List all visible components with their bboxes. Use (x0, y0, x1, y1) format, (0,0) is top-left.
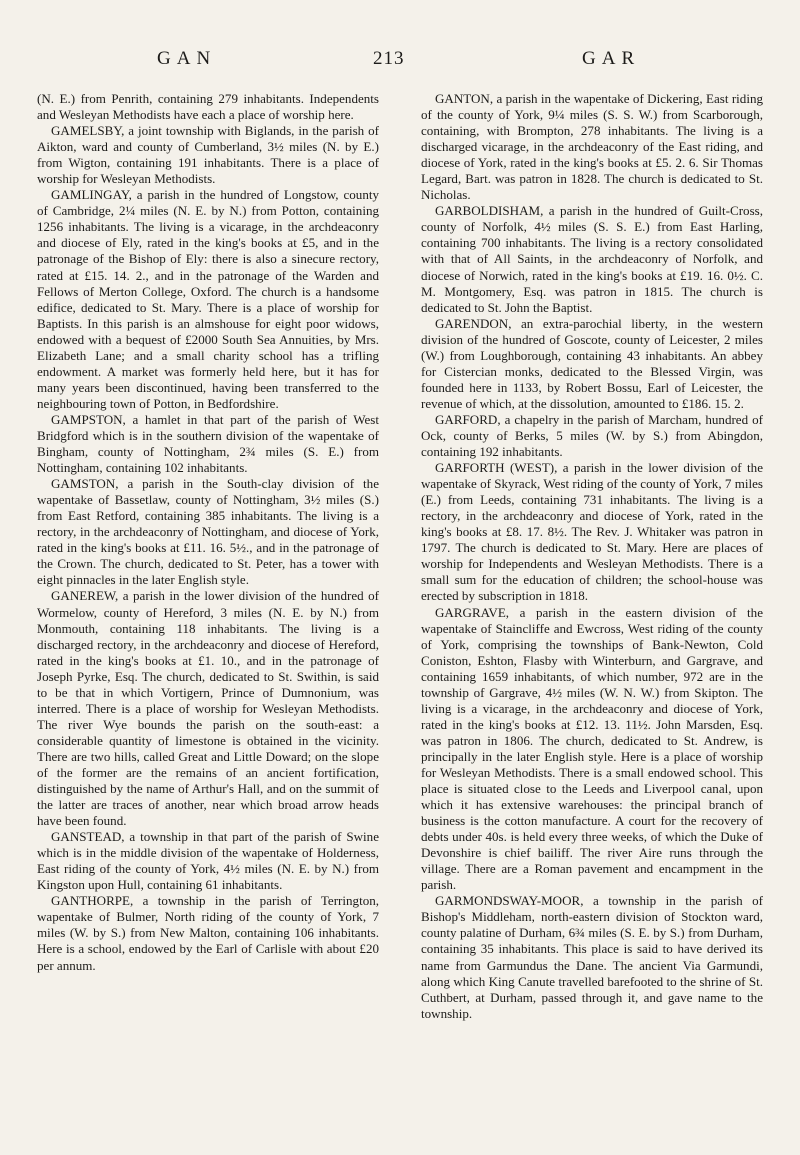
entry-gampston: GAMPSTON, a hamlet in that part of the parish of West Bridgford which is in the southern division of the wapentake of Bingham, county of Nottingham, 2¾ miles (S. E.) from Nottingham, containing 102 inhabitants. (37, 411, 379, 476)
running-head (50, 48, 750, 74)
entry-gamlingay: GAMLINGAY, a parish in the hundred of Longstow, county of Cambridge, 2¼ miles (N. E. by N.) from Potton, containing 1256 inhabitants. The living is a vicarage, in the archdeaconry and diocese of Ely, rated in the king's books at £5, and in the patronage of the Bishop of Ely: there is also a sinecure rectory, rated at £15. 14. 2., and in the patronage of the Warden and Fellows of Merton College, Oxford. The church is a handsome edifice, dedicated to St. Mary. There is a place of worship for Baptists. In this parish is an almshouse for eight poor widows, endowed with a bequest of £2000 South Sea Annuities, by Mrs. Elizabeth Lane; and a small charity school has a trifling endowment. A market was formerly held here, but it has for many years been discontinued, having been transferred to the neighbouring town of Potton, in Bedfordshire. (37, 187, 379, 411)
entry-ganton: GANTON, a parish in the wapentake of Dickering, East riding of the county of York, 9¼ miles (S. S. W.) from Scarborough, containing, with Brompton, 278 inhabitants. The living is a discharged vicarage, in the archdeaconry of the East riding, and diocese of York, rated in the king's books at £5. 2. 6. Sir Thomas Legard, Bart. was patron in 1828. The church is dedicated to St. Nicholas. (421, 91, 763, 203)
page-number: 213 (373, 48, 405, 69)
entry-gamelsby: GAMELSBY, a joint township with Biglands, in the parish of Aikton, ward and county of Cumberland, 3½ miles (N. by E.) from Wigton, containing 191 inhabitants. There is a place of worship for Wesleyan Methodists. (37, 123, 379, 187)
left-column (37, 91, 379, 974)
running-head-right: GAR (582, 48, 641, 69)
entry-continuation: (N. E.) from Penrith, containing 279 inhabitants. Independents and Wesleyan Methodists have each a place of worship here. (37, 91, 379, 123)
entry-gamston: GAMSTON, a parish in the South-clay division of the wapentake of Bassetlaw, county of Nottingham, 3½ miles (S.) from East Retford, containing 385 inhabitants. The living is a rectory, in the archdeaconry of Nottingham, and diocese of York, rated in the king's books at £11. 16. 5½., and in the patronage of the Crown. The church, dedicated to St. Peter, has a tower with eight pinnacles in the later English style. (37, 476, 379, 588)
entry-garmondsway-moor: GARMONDSWAY-MOOR, a township in the parish of Bishop's Middleham, north-eastern division of Stockton ward, county palatine of Durham, 6¾ miles (S. E. by S.) from Durham, containing 35 inhabitants. This place is said to have derived its name from Garmundus the Dane. The ancient Via Garmundi, along which King Canute travelled barefooted to the shrine of St. Cuthbert, at Durham, passed through it, and gave name to the township. (421, 893, 763, 1021)
running-head-left: GAN (157, 48, 217, 69)
entry-ganerew: GANEREW, a parish in the lower division of the hundred of Wormelow, county of Hereford, 3 miles (N. E. by N.) from Monmouth, containing 118 inhabitants. The living is a discharged rectory, in the archdeaconry and diocese of Hereford, rated in the king's books at £1. 10., and in the patronage of Joseph Pyrke, Esq. The church, dedicated to St. Swithin, is said to be that in which Vortigern, Prince of Dumnonium, was interred. There is a place of worship for Wesleyan Methodists. The river Wye bounds the parish on the south-east: a considerable quantity of limestone is obtained in the vicinity. There are two hills, called Great and Little Doward; on the slope of the former are the remains of an ancient fortification, distinguished by the name of Arthur's Hall, and on the summit of the latter are traces of another, near which broad arrow heads have been found. (37, 588, 379, 829)
entry-ganstead: GANSTEAD, a township in that part of the parish of Swine which is in the middle division of the wapentake of Holderness, East riding of the county of York, 4½ miles (N. E. by N.) from Kingston upon Hull, containing 61 inhabitants. (37, 829, 379, 893)
entry-garforth-west: GARFORTH (WEST), a parish in the lower division of the wapentake of Skyrack, West riding of the county of York, 7 miles (E.) from Leeds, containing 731 inhabitants. The living is a rectory, in the archdeaconry and diocese of York, rated in the king's books at £8. 17. 8½. The Rev. J. Whitaker was patron in 1797. The church is dedicated to St. Mary. Here are places of worship for Independents and Wesleyan Methodists. There is a small sum for the education of children; the school-house was erected by subscription in 1818. (421, 460, 763, 604)
entry-ganthorpe: GANTHORPE, a township in the parish of Terrington, wapentake of Bulmer, North riding of the county of York, 7 miles (W. by S.) from New Malton, containing 106 inhabitants. Here is a school, endowed by the Earl of Carlisle with about £20 per annum. (37, 893, 379, 973)
entry-garboldisham: GARBOLDISHAM, a parish in the hundred of Guilt-Cross, county of Norfolk, 4½ miles (S. S. E.) from East Harling, containing 700 inhabitants. The living is a rectory consolidated with that of All Saints, in the archdeaconry of Norfolk, and diocese of Norwich, rated in the king's books at £19. 16. 0½. C. M. Montgomery, Esq. was patron in 1815. The church is dedicated to St. John the Baptist. (421, 203, 763, 315)
right-column (421, 91, 763, 1022)
entry-garford: GARFORD, a chapelry in the parish of Marcham, hundred of Ock, county of Berks, 5 miles (W. by S.) from Abingdon, containing 192 inhabitants. (421, 411, 763, 460)
entry-garendon: GARENDON, an extra-parochial liberty, in the western division of the hundred of Goscote, county of Leicester, 2 miles (W.) from Loughborough, containing 43 inhabitants. An abbey for Cistercian monks, dedicated to the Blessed Virgin, was founded here in 1133, by Robert Bossu, Earl of Leicester, the revenue of which, at the dissolution, amounted to £186. 15. 2. (421, 315, 763, 411)
entry-gargrave: GARGRAVE, a parish in the eastern division of the wapentake of Staincliffe and Ewcross, West riding of the county of York, comprising the townships of Bank-Newton, Cold Coniston, Eshton, Flasby with Winterburn, and Gargrave, and containing 1659 inhabitants, of which number, 972 are in the township of Gargrave, 4½ miles (W. N. W.) from Skipton. The living is a vicarage, in the archdeaconry and diocese of York, rated in the king's books at £12. 13. 11½. John Marsden, Esq. was patron in 1806. The church, dedicated to St. Andrew, is principally in the later English style. Here is a place of worship for Wesleyan Methodists. There is a small endowed school. This place is situated close to the Leeds and Liverpool canal, upon which it has extensive warehouses: the principal branch of business is the cotton manufacture. A court for the recovery of debts under 40s. is held every three weeks, of which the Duke of Devonshire is chief bailiff. The river Aire runs through the village. There are a Roman pavement and encampment in the parish. (421, 604, 763, 893)
